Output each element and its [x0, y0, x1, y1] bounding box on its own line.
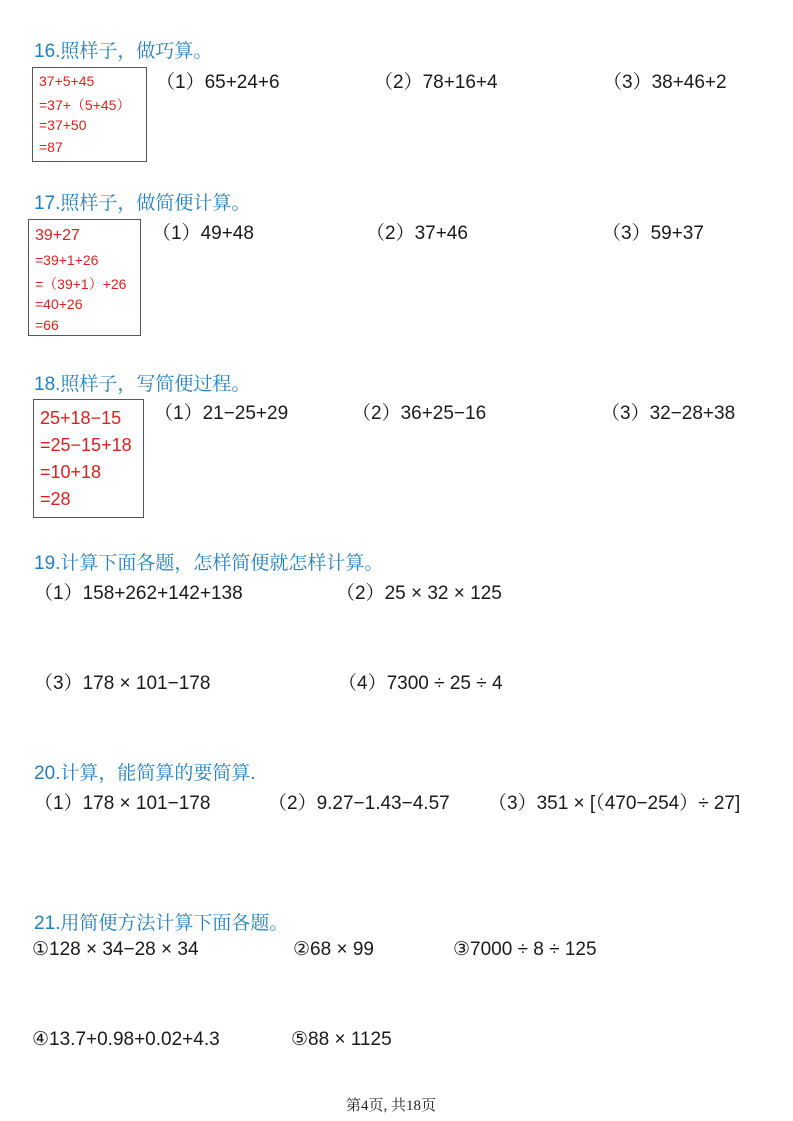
q16-item-3: （3）38+46+2 [603, 72, 727, 93]
q16-title: 16.照样子，做巧算。 [34, 41, 213, 62]
q16-item-1: （1）65+24+6 [156, 72, 280, 93]
q19-item-1: （1）158+262+142+138 [34, 583, 243, 604]
q17-example-line: =39+1+26 [35, 252, 99, 268]
q16-example-line: 37+5+45 [39, 73, 95, 89]
q21-item-1: ①128 × 34−28 × 34 [32, 939, 199, 960]
q21-item-2: ②68 × 99 [293, 939, 374, 960]
q20-item-2: （2）9.27−1.43−4.57 [268, 793, 450, 814]
q17-example-line: 39+27 [35, 227, 80, 244]
q21-item-3: ③7000 ÷ 8 ÷ 125 [453, 939, 597, 960]
q21-title: 21.用简便方法计算下面各题。 [34, 913, 289, 934]
q18-title: 18.照样子，写简便过程。 [34, 374, 251, 395]
q17-example-line: =（39+1）+26 [35, 276, 127, 292]
q19-item-3: （3）178 × 101−178 [34, 673, 211, 694]
q20-item-3: （3）351 × [（470−254）÷ 27] [488, 793, 741, 814]
q19-item-4: （4）7300 ÷ 25 ÷ 4 [338, 673, 503, 694]
q18-item-2: （2）36+25−16 [352, 403, 487, 424]
q17-example-line: =40+26 [35, 296, 83, 312]
q17-item-2: （2）37+46 [366, 223, 468, 244]
q18-example-line: =28 [40, 489, 71, 509]
q20-title: 20.计算，能简算的要简算. [34, 763, 256, 784]
q21-item-5: ⑤88 × 1125 [291, 1029, 392, 1050]
q17-example-line: =66 [35, 317, 59, 333]
q18-example-line: 25+18−15 [40, 408, 122, 428]
q16-example-line: =37+（5+45） [39, 97, 131, 113]
q21-item-4: ④13.7+0.98+0.02+4.3 [32, 1029, 220, 1050]
q16-example-line: =87 [39, 139, 63, 155]
page-number: 第4页, 共18页 [346, 1098, 437, 1114]
q18-item-3: （3）32−28+38 [601, 403, 736, 424]
q18-example-box [33, 399, 144, 518]
q17-title: 17.照样子，做简便计算。 [34, 193, 251, 214]
q19-title: 19.计算下面各题，怎样简便就怎样计算。 [34, 553, 384, 574]
q16-example-line: =37+50 [39, 117, 87, 133]
q18-example-line: =10+18 [40, 462, 102, 482]
q17-item-1: （1）49+48 [152, 223, 254, 244]
q16-example-box [32, 67, 147, 162]
q19-item-2: （2）25 × 32 × 125 [336, 583, 502, 604]
q20-item-1: （1）178 × 101−178 [34, 793, 211, 814]
q16-item-2: （2）78+16+4 [374, 72, 498, 93]
q17-example-box [28, 219, 141, 336]
q18-example-line: =25−15+18 [40, 435, 132, 455]
q17-item-3: （3）59+37 [602, 223, 704, 244]
q18-item-1: （1）21−25+29 [154, 403, 289, 424]
